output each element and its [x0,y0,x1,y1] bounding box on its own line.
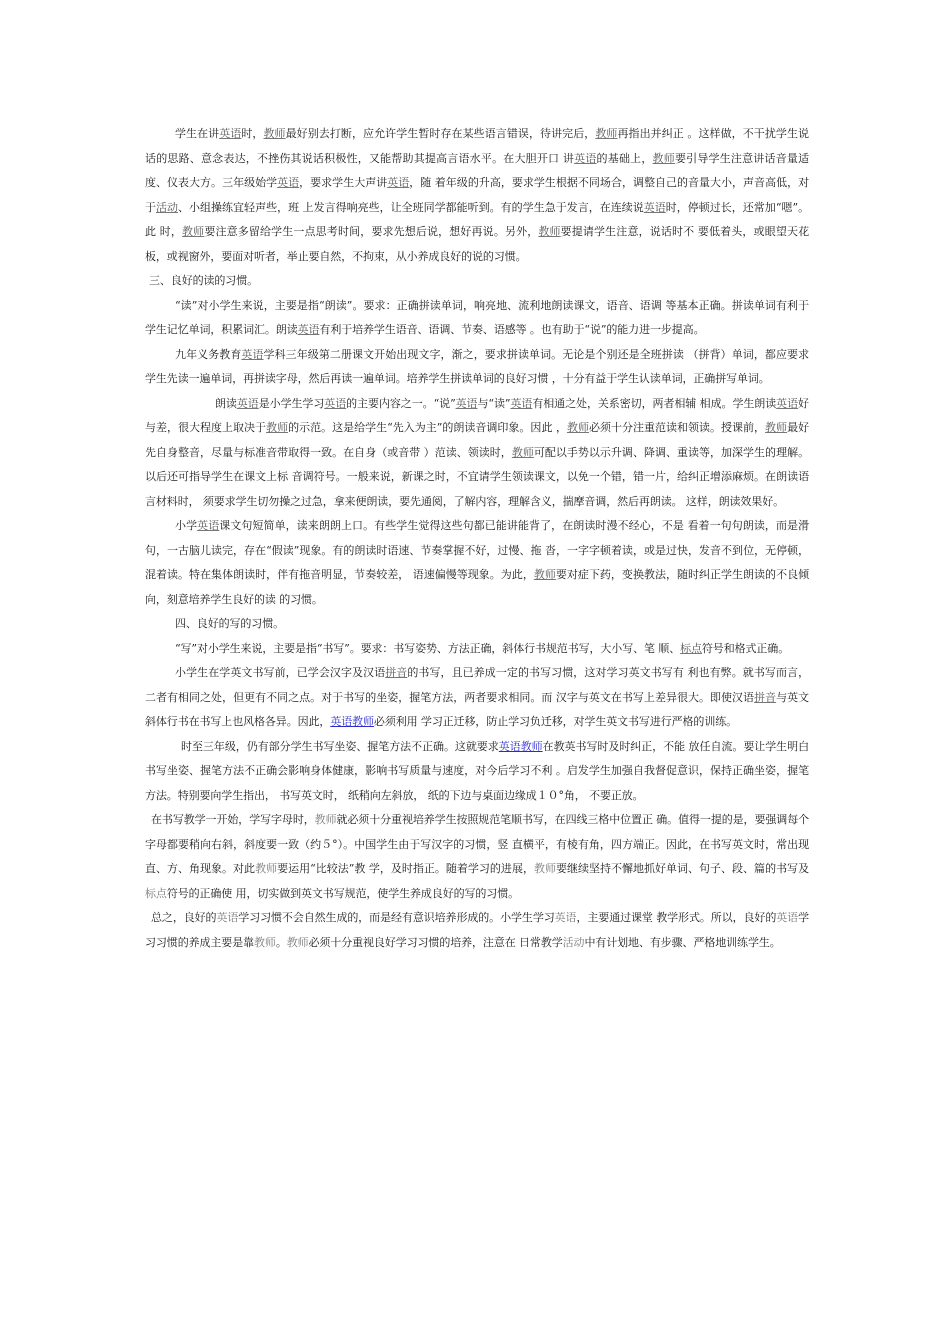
paragraph [145,637,809,662]
keyword-link[interactable]: 英语 [219,127,242,140]
text-run: 符号和格式正确。 [701,641,790,655]
paragraph [145,392,809,515]
text-run: 学习习惯的养成主要是靠 [145,911,809,949]
keyword-link[interactable]: 英语 [455,396,478,410]
keyword-link[interactable]: 英语 [277,176,300,189]
text-run: 、小组操练宜轻声些，班 上发言得响亮些，让全班同学都能听到。有的学生急于发言，在连续说 [178,200,644,214]
text-run: 要注意多留给学生一点思考时间，要求先想后说，想好再说。另外， [204,225,539,238]
paragraph [145,294,809,343]
keyword-link[interactable]: 教师 [538,225,561,238]
text-run: 总之，良好的 [151,911,217,924]
keyword-link[interactable]: 教师 [254,935,276,949]
text-run: 好与差，很大程度上取决于 [145,396,809,434]
text-run: 与英文斜体行书在书写上也风格各异。因此， [145,690,809,728]
paragraph [145,661,809,735]
text-run: 与“读” [477,396,511,410]
keyword-link[interactable]: 教师 [286,935,309,949]
text-run: 必须十分重视良好学习习惯的培养，注意在 日常教学 [308,935,563,949]
text-run: 的主要内容之一。“说” [346,396,456,410]
paragraph [145,122,809,269]
text-run: 可配以手势以示升调、降调、重读等，加深学生的理解。以后还可指导学生在课文上标 音调符号。一般来说，新课之时，不宜请学生领读课文，以免一个错，错一片，给纠正增添麻烦。在朗读语言材料时， 须要求学生切勿操之过急，拿来便朗读，要先通阅，了解内容，理解含义，揣摩音调，然后再朗读。 这样，朗读效果好。 [145,445,809,508]
keyword-link[interactable]: 教师 [266,421,289,434]
keyword-link[interactable]: 英语 [554,911,577,924]
text-run: 小学生在学英文书写前，已学会汉字及汉语 [175,666,386,679]
keyword-link[interactable]: 教师 [511,445,534,459]
paragraph [145,808,809,906]
keyword-link[interactable]: 活动 [156,200,179,214]
text-run: “写”对小学生来说，主要是指“书写”。要求：书写姿势、方法正确，斜体行书规范书写，大小写、笔 顺、 [175,641,681,655]
keyword-link[interactable]: 英语 [776,396,799,410]
text-run: 时，停顿过长，还常加“嗯”。此 时， [145,200,809,238]
keyword-link[interactable]: 教师 [595,127,618,140]
keyword-link[interactable]: 教师 [533,862,556,875]
text-run: 有利于培养学生语音、语调、节奏、语感等 。也有助于“说”的能力进一步提高。 [319,323,705,336]
keyword-link[interactable]: 教师 [263,127,286,140]
keyword-link[interactable]: 英语 [510,396,533,410]
text-run: 就必须十分重视培养学生按照规范笔顺书写，在四线三格中位置正 确。值得一提的是，要强调每个字母都要稍向右斜，斜度要一致（约５°）。中国学生由于写汉字的习惯，竖 直横平，有棱有角，四方端正。因此，在书写英文时，常出现直、方、角现象。对此 [145,813,810,875]
keyword-link[interactable]: 教师 [182,225,205,238]
keyword-link[interactable]: 教师 [652,151,675,165]
keyword-link[interactable]: 教师 [566,421,589,434]
keyword-link[interactable]: 英语 [236,396,259,410]
text-run: 要运用“比较法”教 学，及时指正。随着学习的进展， [277,862,534,875]
keyword-link[interactable]: 活动 [562,935,585,949]
text-run: 小学 [175,519,198,532]
text-run: 时， [241,127,264,140]
text-run: 九年义务教育 [175,347,242,361]
keyword-link[interactable]: 英语 [387,176,410,189]
paragraph [145,735,809,809]
text-run: 要引导学生注意讲话音量适度、仪表大方。三年级始学 [145,151,809,189]
text-run: 三、良好的读的习惯。 [149,274,258,287]
paragraph [145,343,809,392]
document-body [145,122,809,955]
text-run: 的书写，且已养成一定的书写习惯，这对学习英文书写有 利也有弊。就书写而言，二者有相同之处，但更有不同之点。对于书写的坐姿，握笔方法，两者要求相同。而 汉字与英文在书写上差异很大。即使汉语 [145,666,809,704]
text-run: ，要求学生大声讲 [299,176,388,189]
text-run: 再指出并纠正 。这样做，不干扰学生说话的思路、意念表达，不挫伤其说话积极性，又能帮助其提高言语水平。在大胆开口 讲 [145,127,809,165]
keyword-link[interactable]: 教师 [765,421,788,434]
keyword-link[interactable]: 英语 [324,396,347,410]
paragraph [145,514,809,612]
text-run: “读”对小学生来说，主要是指“朗读”。要求：正确拼读单词，响亮地、流利地朗读课文，语音、语调 等基本正确。拼读单词有利于学生记忆单词，积累词汇。朗读 [145,298,809,336]
text-run: ，随 着年级的升高，要求学生根据不同场合，调整自己的音量大小，声音高低，对于 [145,176,809,214]
keyword-link[interactable]: 英语教师 [330,715,374,728]
keyword-link[interactable]: 标点 [145,886,167,900]
keyword-link[interactable]: 英语 [197,519,220,532]
text-run: 必须十分注重范读和领读。授课前， [588,421,766,434]
text-run: 课文句短简单，读来朗朗上口。有些学生觉得这些句都已能讲能背了，在朗读时漫不经心，不是 看着一句句朗读，而是滑句，一古脑儿读完，存在“假读”现象。有的朗读时语速、节奏掌握不好，过慢、拖 沓，一字字顿着读，或是过快，发音不到位，无停顿，混着读。特在集体朗读时，伴有拖音明显，节奏较差， 语速偏慢等现象。为此， [145,519,810,581]
text-run: 的示范。这是给学生“先入为主”的朗读音调印象。因此 ， [288,421,567,434]
text-run: 在书写教学一开始，学写字母时， [151,813,315,826]
text-run: 要对症下药，变换教法，随时纠正学生朗读的不良倾向，刻意培养学生良好的读 的习惯。 [145,568,809,606]
keyword-link[interactable]: 英语 [241,347,264,361]
text-run: 符号的正确使 用，切实做到英文书写规范，使学生养成良好的写的习惯。 [166,886,520,900]
keyword-link[interactable]: 英语 [776,911,799,924]
keyword-link[interactable]: 教师 [533,568,556,581]
text-run: 时至三年级，仍有部分学生书写坐姿、握笔方法不正确。这就要求 [181,739,499,753]
keyword-link[interactable]: 英语 [574,151,597,165]
text-run: 最好先自身整音，尽量与标准音带取得一致。在自身（或音带 ）范读、领读时， [145,421,809,459]
text-run: 有相通之处，关系密切，两者相辅 相成。学生朗读 [532,396,777,410]
keyword-link[interactable]: 英语 [216,911,239,924]
text-run: 四、良好的写的习惯。 [175,617,284,630]
text-run: 最好别去打断，应允许学生暂时存在某些语言错误，待讲完后， [285,127,596,140]
keyword-link[interactable]: 拼音 [385,666,408,679]
section-heading [145,269,809,294]
keyword-link[interactable]: 教师 [255,862,278,875]
keyword-link[interactable]: 英语 [297,323,320,336]
text-run: 必须利用 学习正迁移，防止学习负迁移，对学生英文书写进行严格的训练。 [373,715,738,728]
keyword-link[interactable]: 英语教师 [498,739,543,753]
keyword-link[interactable]: 教师 [314,813,337,826]
text-run: 学习习惯不会自然生成的，而是经有意识培养形成的。小学生学习 [238,911,555,924]
keyword-link[interactable]: 标点 [680,641,702,655]
text-run: 中有计划地、有步骤、严格地训练学生。 [584,935,781,949]
text-run: 的基础上， [596,151,653,165]
keyword-link[interactable]: 拼音 [754,690,777,704]
text-run: 学生在讲 [175,127,220,140]
keyword-link[interactable]: 英语 [643,200,666,214]
text-run: ，主要通过课堂 教学形式。所以，良好的 [576,911,777,924]
text-run: 朗读 [215,396,237,410]
text-run: 要继续坚持不懈地抓好单词、句子、段、篇的书写及 [555,862,809,875]
paragraph [145,906,809,955]
text-run: 要提请学生注意，说话时不 要低着头，或眼望天花板，或视窗外，要面对听者，举止要自然，不拘束，从小养成良好的说的习惯。 [145,225,809,263]
section-heading [145,612,809,637]
text-run: 在教英书写时及时纠正，不能 放任自流。要让学生明白书写坐姿、握笔方法不正确会影响身体健康，影响书写质量与速度，对今后学习不利 。启发学生加强自我督促意识，保持正确坐姿，握笔方法。特别要向学生指出， 书写英文时， 纸稍向左斜放， 纸的下边与桌面边缘成１０°角， 不要正放。 [145,739,810,802]
text-run: 是小学生学习 [258,396,325,410]
text-run: 学科三年级第二册课文开始出现文字，渐之，要求拼读单词。无论是个别还是全班拼读 （拼背）单词，都应要求学生先读一遍单词，再拼读字母，然后再读一遍单词。培养学生拼读单词的良好习惯 ，十分有益于学生认读单词，正确拼写单词。 [145,347,810,385]
text-run: 。 [275,935,287,949]
